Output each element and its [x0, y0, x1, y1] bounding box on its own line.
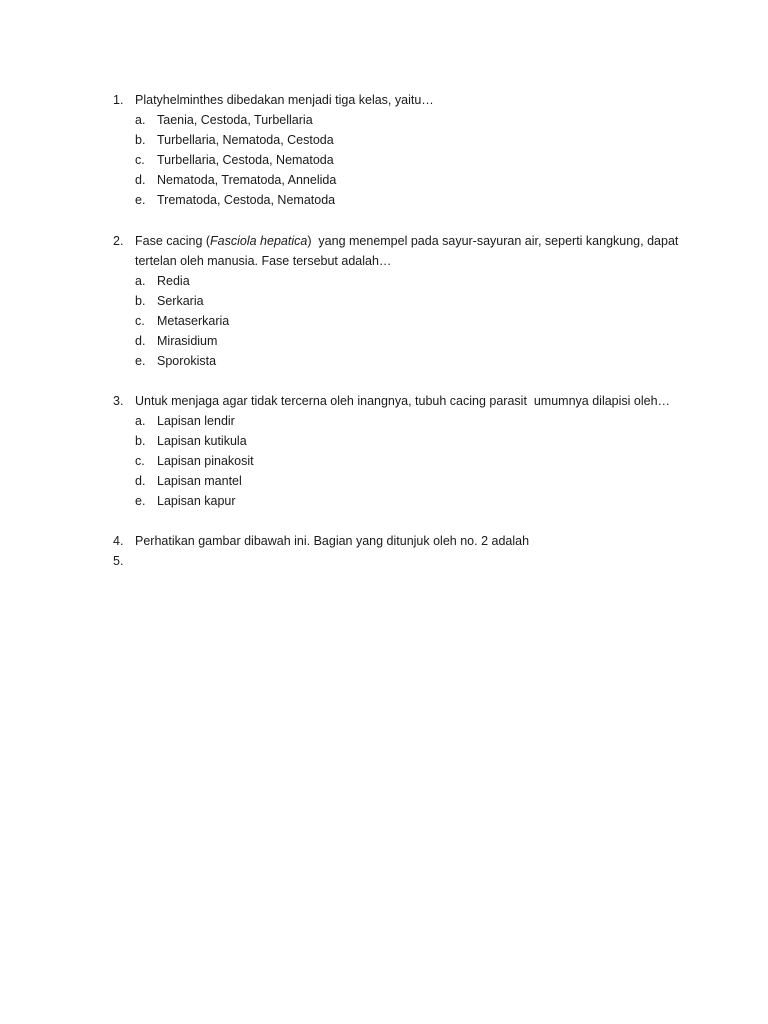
option-letter: e.: [135, 494, 146, 508]
option-a: [113, 271, 673, 291]
option-b: [113, 291, 673, 311]
option-e: [113, 190, 673, 210]
option-c: [113, 451, 673, 471]
option-text: Mirasidium: [157, 334, 218, 348]
option-text: Lapisan kapur: [157, 494, 236, 508]
option-letter: d.: [135, 334, 146, 348]
option-letter: d.: [135, 173, 146, 187]
option-text: Nematoda, Trematoda, Annelida: [157, 173, 337, 187]
option-b: [113, 130, 673, 150]
option-e: [113, 351, 673, 371]
option-text: Metaserkaria: [157, 314, 230, 328]
option-a: [113, 110, 673, 130]
option-d: [113, 170, 673, 190]
question-text-after: ) yang menempel pada sayur-sayuran air, seperti kangkung, dapat: [307, 234, 679, 248]
question-1: [113, 90, 673, 210]
option-letter: d.: [135, 474, 146, 488]
question-2: [113, 231, 679, 371]
question-text: Untuk menjaga agar tidak tercerna oleh inangnya, tubuh cacing parasit umumnya dilapisi oleh…: [135, 394, 671, 408]
question-number: 2.: [113, 234, 124, 248]
option-letter: c.: [135, 314, 145, 328]
option-b: [113, 431, 673, 451]
option-letter: b.: [135, 133, 146, 147]
option-text: Lapisan mantel: [157, 474, 242, 488]
option-d: [113, 331, 673, 351]
option-text: Lapisan pinakosit: [157, 454, 254, 468]
option-text: Turbellaria, Cestoda, Nematoda: [157, 153, 334, 167]
question-text: Platyhelminthes dibedakan menjadi tiga kelas, yaitu…: [135, 93, 434, 107]
question-number: 4.: [113, 534, 124, 548]
option-e: [113, 491, 673, 511]
question-5: [113, 551, 673, 571]
question-number: 1.: [113, 93, 124, 107]
question-text-before: Fase cacing (: [135, 234, 211, 248]
option-text: Redia: [157, 274, 190, 288]
option-text: Sporokista: [157, 354, 217, 368]
question-3: [113, 391, 673, 511]
option-d: [113, 471, 673, 491]
question-4: [113, 531, 673, 551]
question-number: 3.: [113, 394, 124, 408]
option-letter: e.: [135, 193, 146, 207]
option-letter: a.: [135, 274, 146, 288]
option-text: Taenia, Cestoda, Turbellaria: [157, 113, 313, 127]
question-number: 5.: [113, 554, 124, 568]
option-letter: c.: [135, 153, 145, 167]
question-text: Perhatikan gambar dibawah ini. Bagian yang ditunjuk oleh no. 2 adalah: [135, 534, 530, 548]
option-letter: b.: [135, 294, 146, 308]
option-letter: a.: [135, 414, 146, 428]
option-text: Turbellaria, Nematoda, Cestoda: [157, 133, 334, 147]
option-letter: e.: [135, 354, 146, 368]
option-c: [113, 150, 673, 170]
option-text: Trematoda, Cestoda, Nematoda: [157, 193, 336, 207]
option-letter: a.: [135, 113, 146, 127]
option-c: [113, 311, 673, 331]
question-text-line2: tertelan oleh manusia. Fase tersebut adalah…: [135, 254, 392, 268]
species-name: Fasciola hepatica: [210, 234, 308, 248]
option-letter: b.: [135, 434, 146, 448]
option-text: Lapisan kutikula: [157, 434, 247, 448]
option-letter: c.: [135, 454, 145, 468]
question-text: [135, 231, 678, 251]
option-text: Serkaria: [157, 294, 204, 308]
option-text: Lapisan lendir: [157, 414, 235, 428]
option-a: [113, 411, 673, 431]
